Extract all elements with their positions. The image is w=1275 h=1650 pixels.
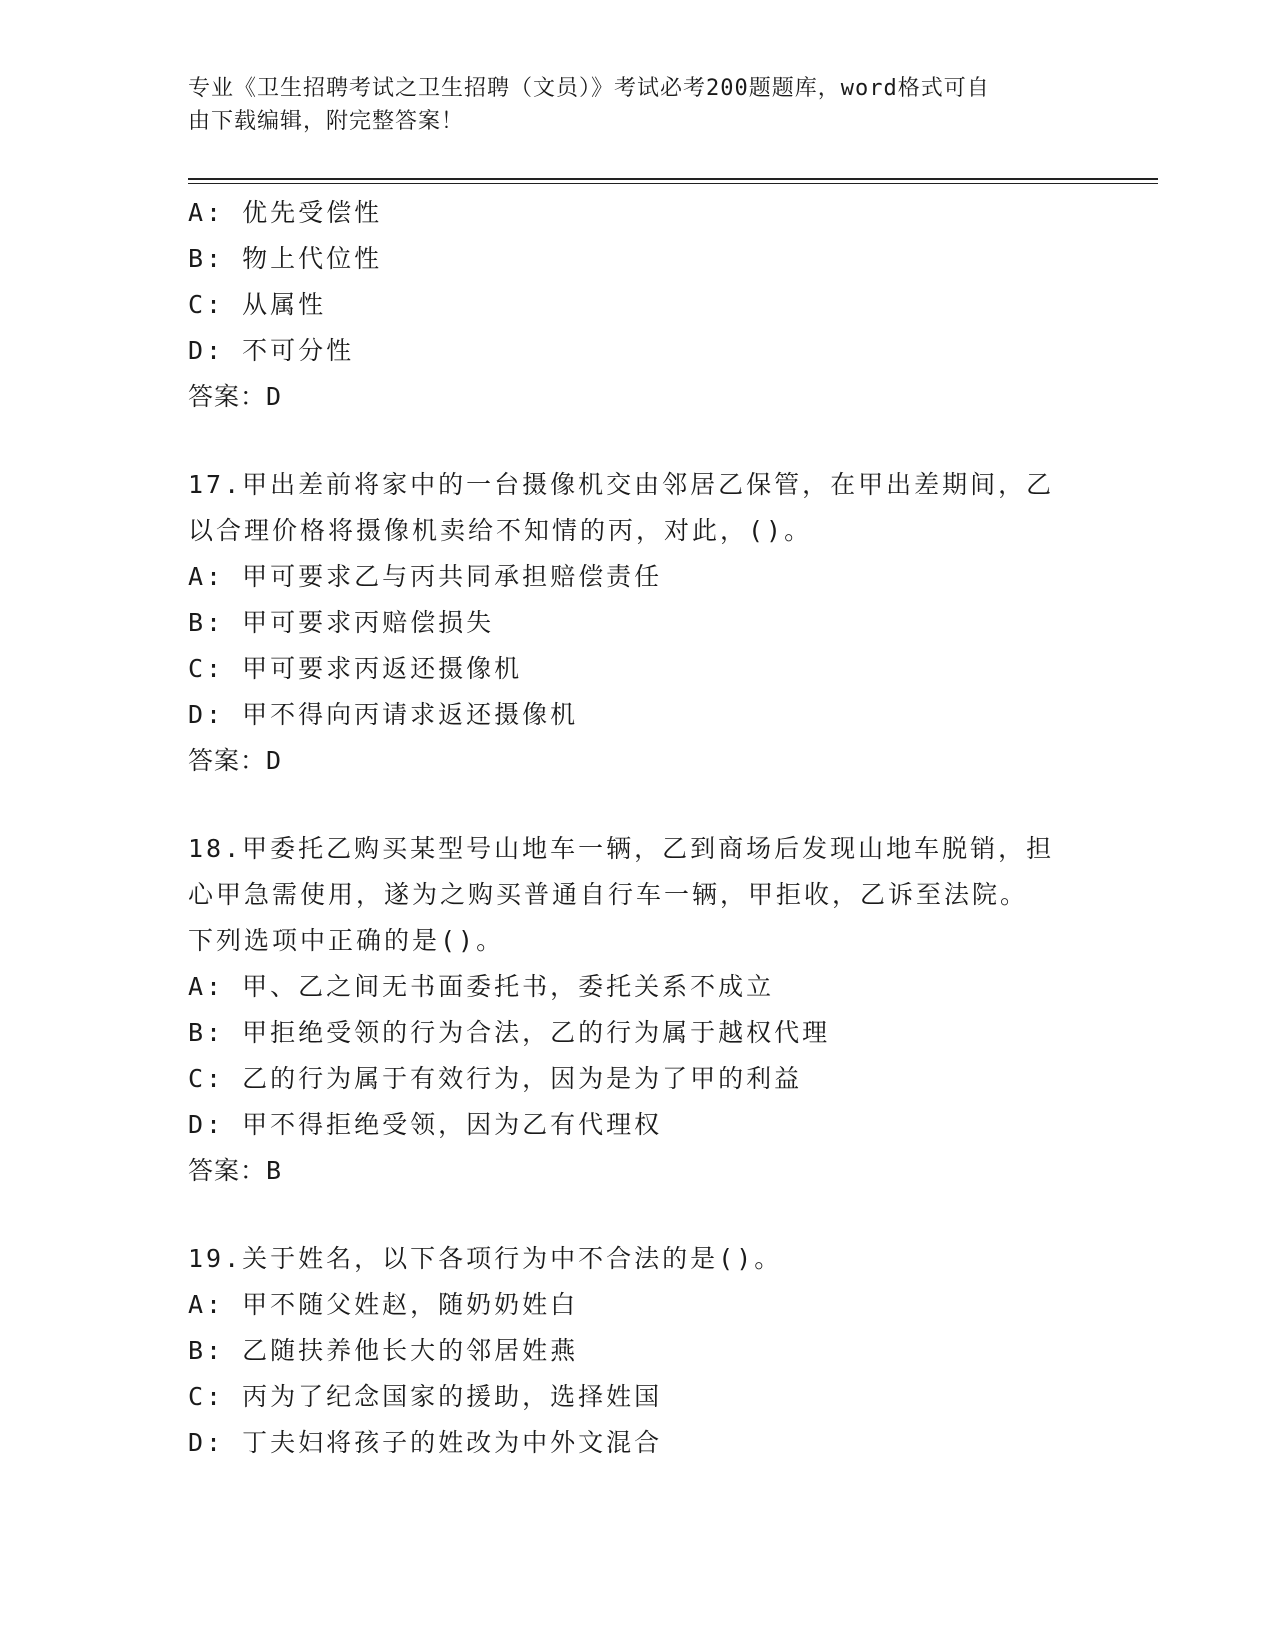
option-d: D: 丁夫妇将孩子的姓改为中外文混合 [188,1428,663,1457]
question-stem: 下列选项中正确的是()。 [188,926,505,955]
option-d: D: 不可分性 [188,336,355,365]
question-stem: 心甲急需使用，遂为之购买普通自行车一辆，甲拒收，乙诉至法院。 [188,880,1029,909]
option-c: C: 丙为了纪念国家的援助，选择姓国 [188,1382,663,1411]
question-19 [188,1236,1088,1466]
question-list [188,190,1088,1466]
document-header [188,72,1068,138]
option-d: D: 甲不得拒绝受领，因为乙有代理权 [188,1110,663,1139]
header-divider-thick [188,178,1158,180]
option-a: A: 甲、乙之间无书面委托书，委托关系不成立 [188,972,775,1001]
option-b: B: 物上代位性 [188,244,383,273]
option-a: A: 甲不随父姓赵，随奶奶姓白 [188,1290,579,1319]
option-a: A: 甲可要求乙与丙共同承担赔偿责任 [188,562,663,591]
question-stem: 19.关于姓名，以下各项行为中不合法的是()。 [188,1244,783,1273]
answer-line: 答案：D [188,746,283,775]
spacer [188,784,1088,826]
spacer [188,1194,1088,1236]
question-stem: 以合理价格将摄像机卖给不知情的丙，对此，()。 [188,516,813,545]
answer-line: 答案：D [188,382,283,411]
question-17 [188,462,1088,784]
question-18 [188,826,1088,1194]
option-c: C: 从属性 [188,290,327,319]
option-b: B: 甲可要求丙赔偿损失 [188,608,495,637]
option-a: A: 优先受偿性 [188,198,383,227]
question-stem: 17.甲出差前将家中的一台摄像机交由邻居乙保管，在甲出差期间，乙 [188,470,1055,499]
option-b: B: 甲拒绝受领的行为合法，乙的行为属于越权代理 [188,1018,831,1047]
header-divider-thin [188,183,1158,184]
question-stem: 18.甲委托乙购买某型号山地车一辆，乙到商场后发现山地车脱销，担 [188,834,1055,863]
option-c: C: 乙的行为属于有效行为，因为是为了甲的利益 [188,1064,803,1093]
answer-line: 答案：B [188,1156,283,1185]
option-c: C: 甲可要求丙返还摄像机 [188,654,523,683]
option-d: D: 甲不得向丙请求返还摄像机 [188,700,579,729]
header-line-2: 由下载编辑，附完整答案！ [188,109,465,134]
option-b: B: 乙随扶养他长大的邻居姓燕 [188,1336,579,1365]
question-16 [188,190,1088,420]
spacer [188,420,1088,462]
header-line-1: 专业《卫生招聘考试之卫生招聘（文员）》考试必考200题题库，word格式可自 [188,76,990,101]
